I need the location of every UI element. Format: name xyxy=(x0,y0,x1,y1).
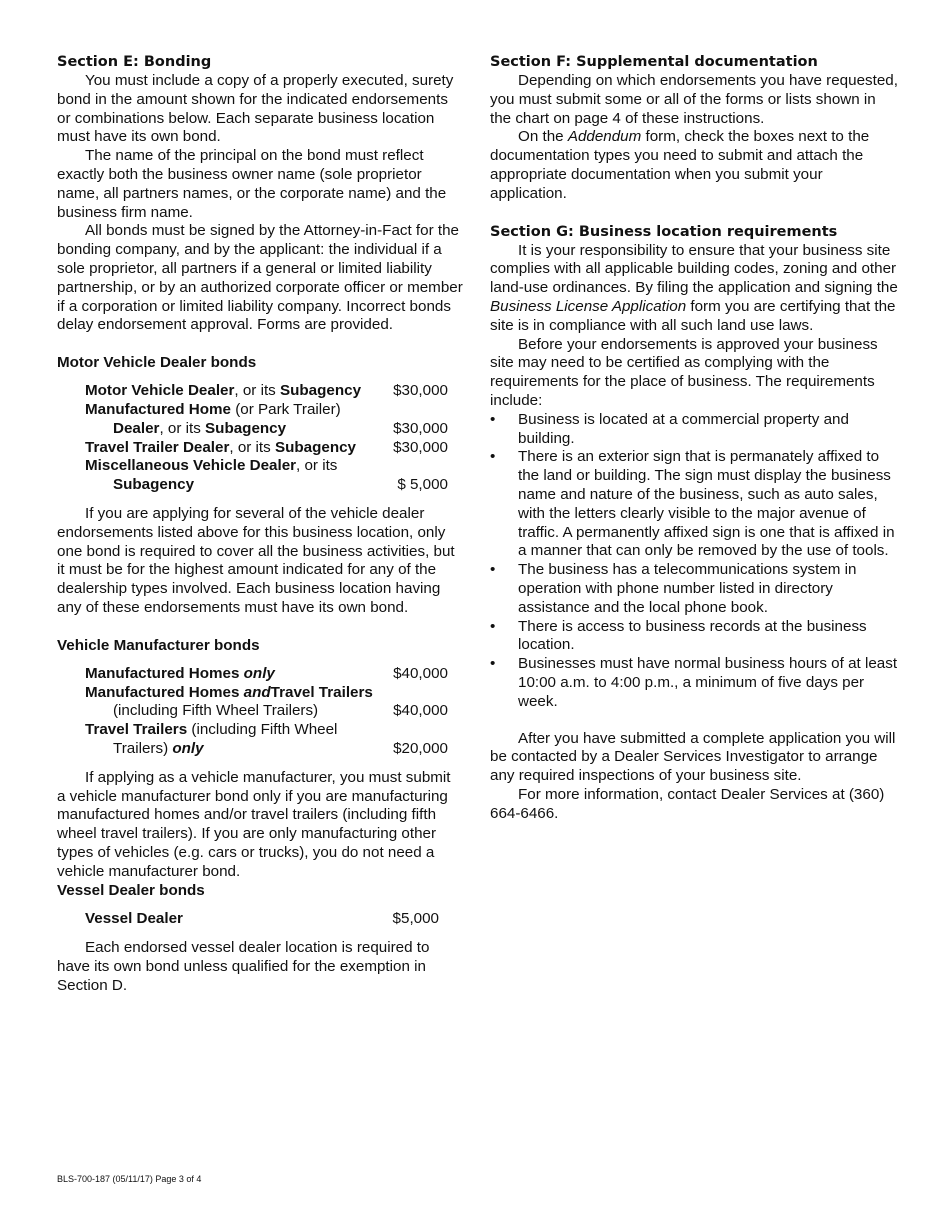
list-item: • Businesses must have normal business hours of at least 10:00 a.m. to 4:00 p.m., a minimum of five days per week. xyxy=(490,655,898,710)
bond-amount: $ 5,000 xyxy=(397,476,448,494)
bond-amount: $30,000 xyxy=(393,438,448,456)
vessel-dealer-note: Each endorsed vessel dealer location is required to have its own bond unless qualified for the exemption in Section D. xyxy=(57,939,430,994)
bullet-icon: • xyxy=(490,448,496,466)
bond-amount: $40,000 xyxy=(393,664,448,682)
section-e-para-1: You must include a copy of a properly executed, surety bond in the amount shown for the indicated endorsements or combinations below. Each separate business location must have its own bond. xyxy=(57,72,454,146)
bond-row: Travel Trailers (including Fifth Wheel xyxy=(85,721,338,739)
list-item: • Business is located at a commercial property and building. xyxy=(490,410,849,447)
bond-row: Travel Trailer Dealer, or its Subagency $30,000 xyxy=(85,438,448,456)
right-column xyxy=(490,52,898,823)
bullet-icon: • xyxy=(490,617,496,635)
page-footer: BLS-700-187 (05/11/17) Page 3 of 4 xyxy=(57,1174,202,1184)
bond-row: Motor Vehicle Dealer, or its Subagency $30,000 xyxy=(85,382,448,400)
bond-row: Manufactured Homes only $40,000 xyxy=(85,664,448,682)
section-f-para-2: On the Addendum form, check the boxes next to the documentation types you need to submit and attach the appropriate documentation when you submit your application. xyxy=(490,128,870,202)
list-item: • There is access to business records at the business location. xyxy=(490,617,867,654)
vehicle-manufacturer-bonds-heading: Vehicle Manufacturer bonds xyxy=(57,636,260,654)
bond-row: Trailers) only $20,000 xyxy=(113,739,448,757)
vehicle-manufacturer-note: If applying as a vehicle manufacturer, you must submit a vehicle manufacturer bond only if you are manufacturing manufactured homes and/or travel trailers (including fifth wheel travel trailers). If you are only manufacturing other types of vehicles (e.g. cars or trucks), you do not need a vehicle manufacturer bond. xyxy=(57,768,451,880)
vehicle-manufacturer-bond-table xyxy=(85,665,448,759)
bond-amount: $20,000 xyxy=(393,739,448,757)
bond-amount: $30,000 xyxy=(393,382,448,400)
bond-row: Dealer, or its Subagency $30,000 xyxy=(113,419,448,437)
motor-vehicle-dealer-bonds-heading: Motor Vehicle Dealer bonds xyxy=(57,354,257,372)
section-g-title: Section G: Business location requirements xyxy=(490,223,838,240)
section-g-para-2: Before your endorsements is approved your business site may need to be certified as complying with the requirements for the place of business. The requirements include: xyxy=(490,335,878,409)
section-g-para-3: After you have submitted a complete application you will be contacted by a Dealer Services Investigator to arrange any required inspections of your business site. xyxy=(490,729,896,785)
section-f-title: Section F: Supplemental documentation xyxy=(490,54,818,70)
section-f-para-1: Depending on which endorsements you have requested, you must submit some or all of the forms or lists shown in the chart on page 4 of these instructions. xyxy=(490,72,898,127)
bond-row: Subagency $ 5,000 xyxy=(113,476,448,494)
section-e-para-3: All bonds must be signed by the Attorney-in-Fact for the bonding company, and by the applicant: the individual if a sole proprietor, all partners if a general or limited liability partnership, or by an authorized corporate officer or member if a corporation or limited liability company. Incorrect bonds delay endorsement approval. Forms are provided. xyxy=(57,222,463,334)
list-item: • The business has a telecommunications system in operation with phone number listed in directory assistance and the local phone book. xyxy=(490,561,857,616)
bullet-icon: • xyxy=(490,655,496,673)
motor-vehicle-dealer-bond-table xyxy=(85,382,448,495)
section-g-para-4: For more information, contact Dealer Services at (360) 664-6466. xyxy=(490,785,885,822)
list-item: • There is an exterior sign that is permanately affixed to the land or building. The sign must display the business name and nature of the business, such as auto sales, with the letters clearly visible to the major avenue of traffic. A permanently affixed sign is one that is affixed in a manner that can only be removed by the use of tools. xyxy=(490,448,895,560)
bond-row: Manufactured Homes andTravel Trailers xyxy=(85,683,373,701)
bond-row: Vessel Dealer $5,000 xyxy=(85,910,439,928)
requirements-list xyxy=(490,411,898,712)
bond-amount: $30,000 xyxy=(393,419,448,437)
section-g-para-1: It is your responsibility to ensure that your business site complies with all applicable building codes, zoning and other land-use ordinances. By filing the application and signing the Business License Application form you are certifying that the site is in compliance with all such land use laws. xyxy=(490,241,898,334)
vessel-dealer-bonds-heading: Vessel Dealer bonds xyxy=(57,882,205,900)
bond-row: Miscellaneous Vehicle Dealer, or its xyxy=(85,457,338,475)
motor-vehicle-dealer-note: If you are applying for several of the vehicle dealer endorsements listed above for this business location, only one bond is required to cover all the business activities, but it must be for the highest amount indicated for any of the dealership types involved. Each business location having any of these endorsements must have its own bond. xyxy=(57,504,455,616)
bond-row: (including Fifth Wheel Trailers) $40,000 xyxy=(113,702,448,720)
bond-amount: $40,000 xyxy=(393,702,448,720)
bond-row: Manufactured Home (or Park Trailer) xyxy=(85,400,341,418)
bullet-icon: • xyxy=(490,410,496,428)
bond-amount: $5,000 xyxy=(392,910,439,928)
vessel-dealer-bond-table xyxy=(85,910,439,929)
left-column xyxy=(57,52,463,996)
section-e-title: Section E: Bonding xyxy=(57,54,212,70)
bullet-icon: • xyxy=(490,561,496,579)
section-e-para-2: The name of the principal on the bond must reflect exactly both the business owner name (sole proprietor name, all partners names, or the corporate name) and the business firm name. xyxy=(57,147,447,221)
